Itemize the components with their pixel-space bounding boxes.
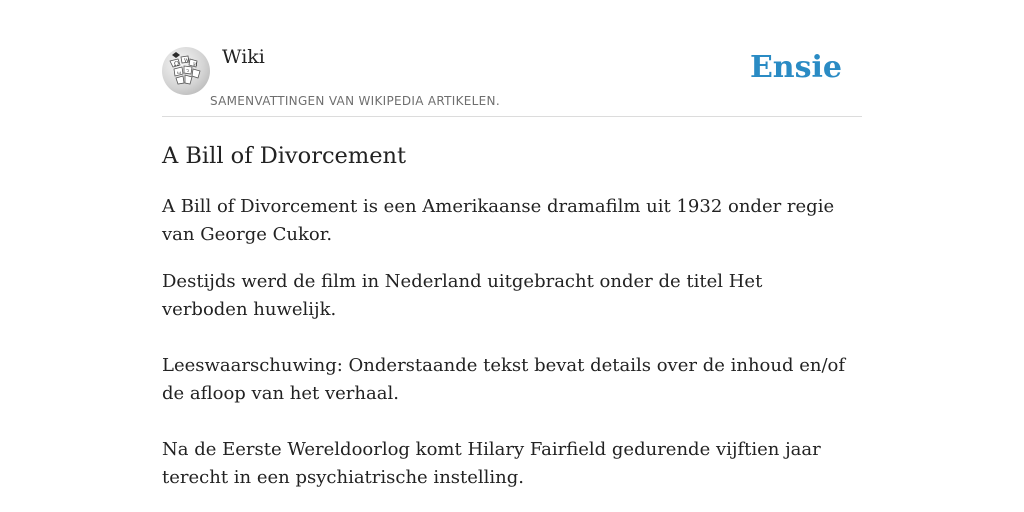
wikipedia-globe-icon[interactable] xyxy=(162,47,210,95)
article-body xyxy=(162,193,862,492)
article-paragraph: Na de Eerste Wereldoorlog komt Hilary Fairfield gedurende vijftien jaar terecht in een psychiatrische instelling. xyxy=(162,439,821,488)
spoiler-warning: Leeswaarschuwing: Onderstaande tekst bevat details over de inhoud en/of de afloop van het verhaal. xyxy=(162,355,846,404)
site-tagline: SAMENVATTINGEN VAN WIKIPEDIA ARTIKELEN. xyxy=(210,94,500,108)
svg-text:W: W xyxy=(184,58,190,64)
svg-text:Ω: Ω xyxy=(174,61,179,68)
article-title: A Bill of Divorcement xyxy=(162,143,407,169)
site-name[interactable]: Wiki xyxy=(222,46,265,68)
ensie-brand-link[interactable]: Ensie xyxy=(749,50,842,85)
article-paragraph: Destijds werd de film in Nederland uitgebracht onder de titel Het verboden huwelijk. xyxy=(162,271,763,320)
content-container xyxy=(162,0,862,492)
svg-text:ว: ว xyxy=(186,68,189,74)
svg-text:ω: ω xyxy=(177,70,182,76)
site-header xyxy=(162,0,862,117)
article-paragraph: A Bill of Divorcement is een Amerikaanse dramafilm uit 1932 onder regie van George Cukor. xyxy=(162,196,835,245)
svg-text:И: И xyxy=(193,62,198,68)
